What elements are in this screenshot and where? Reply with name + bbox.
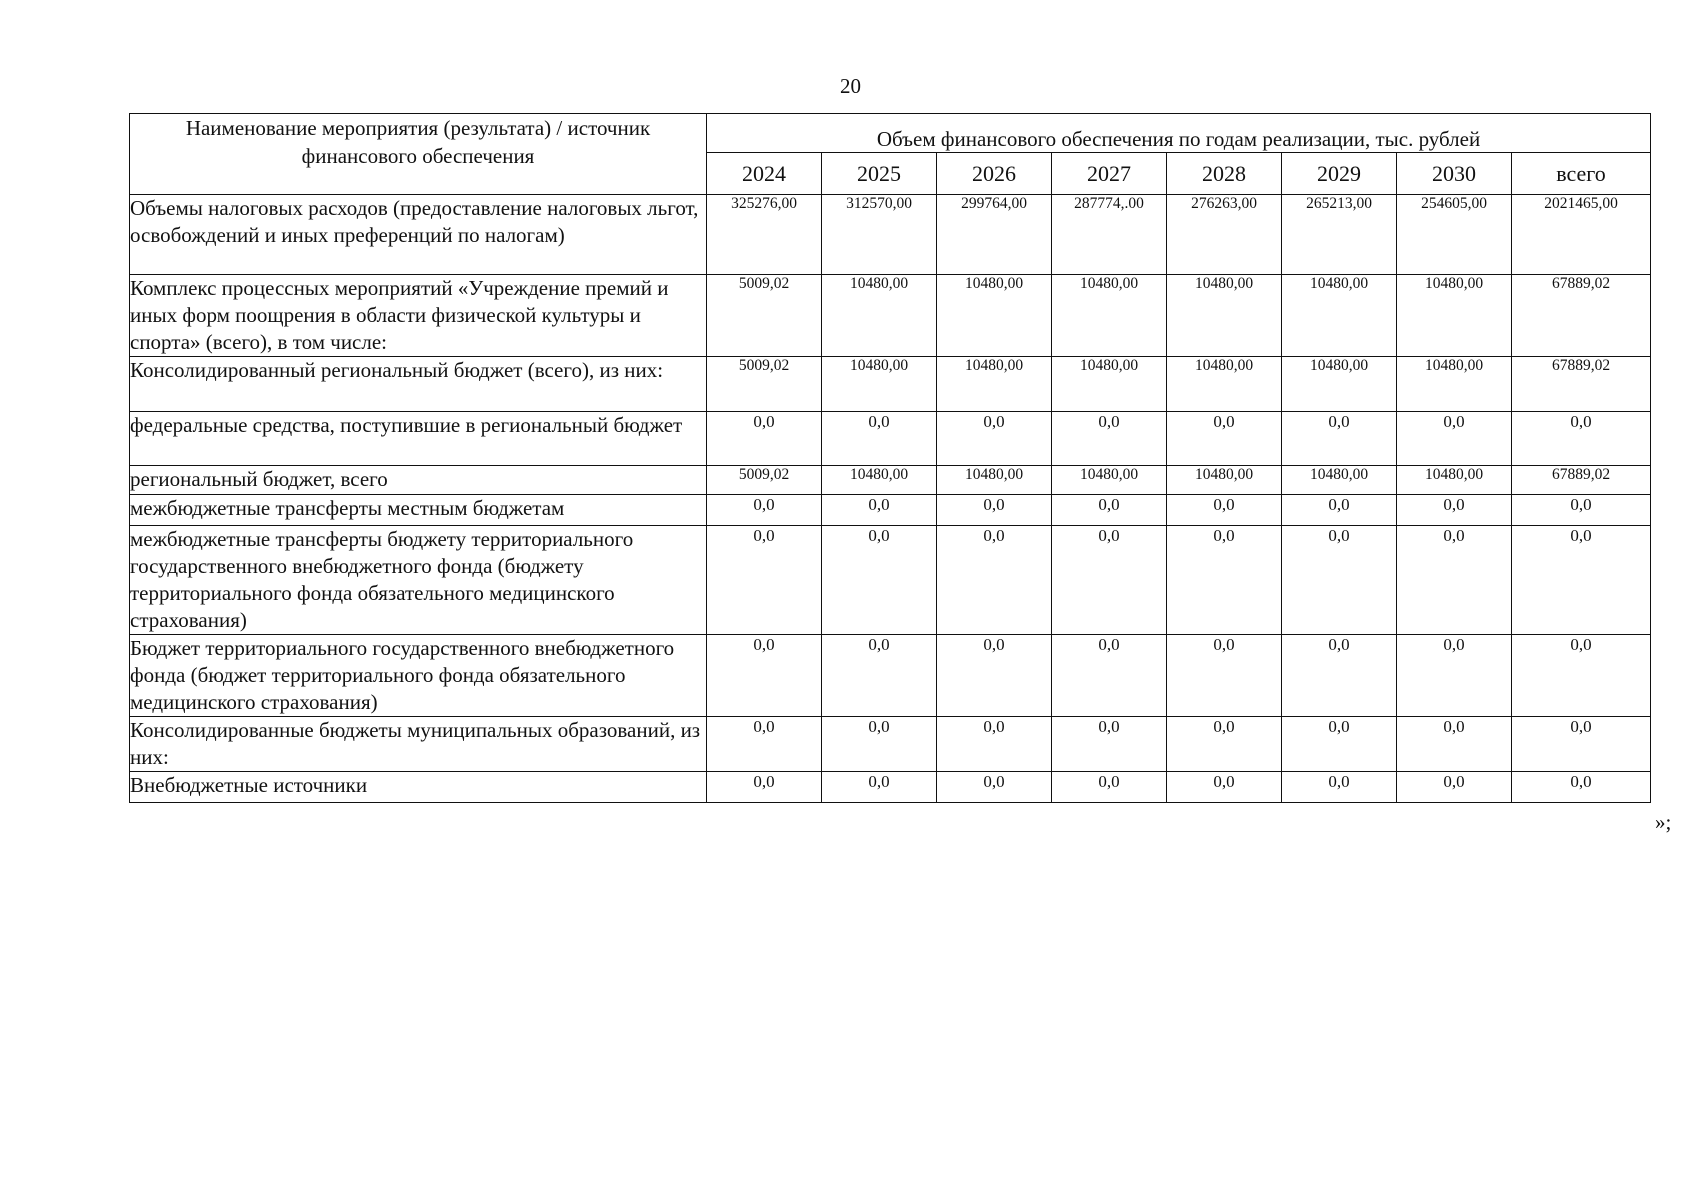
year-value-cell: 325276,00 xyxy=(707,195,822,275)
year-value-cell: 0,0 xyxy=(1052,772,1167,803)
table-row xyxy=(130,717,1651,772)
year-value-cell: 0,0 xyxy=(707,412,822,466)
year-header: 2024 xyxy=(707,153,822,195)
year-value-cell: 10480,00 xyxy=(1052,357,1167,412)
year-value-cell: 5009,02 xyxy=(707,466,822,495)
table-row xyxy=(130,526,1651,635)
total-value-cell: 67889,02 xyxy=(1512,466,1651,495)
year-value-cell: 10480,00 xyxy=(1397,466,1512,495)
year-value-cell: 276263,00 xyxy=(1167,195,1282,275)
table-row xyxy=(130,635,1651,717)
year-value-cell: 0,0 xyxy=(937,717,1052,772)
year-value-cell: 10480,00 xyxy=(822,275,937,357)
year-value-cell: 10480,00 xyxy=(1052,275,1167,357)
table-row xyxy=(130,772,1651,803)
table-row xyxy=(130,357,1651,412)
table-row xyxy=(130,466,1651,495)
year-header: 2030 xyxy=(1397,153,1512,195)
year-header: 2025 xyxy=(822,153,937,195)
year-value-cell: 0,0 xyxy=(1397,717,1512,772)
year-value-cell: 0,0 xyxy=(1167,635,1282,717)
closing-quote-mark: »; xyxy=(1655,810,1672,834)
year-value-cell: 0,0 xyxy=(937,772,1052,803)
year-value-cell: 10480,00 xyxy=(1052,466,1167,495)
row-name-cell: Бюджет территориального государственного внебюджетного фонда (бюджет территориального фонда обязательного медицинского страхования) xyxy=(130,635,707,717)
year-value-cell: 0,0 xyxy=(822,772,937,803)
year-value-cell: 10480,00 xyxy=(937,357,1052,412)
year-value-cell: 0,0 xyxy=(1282,717,1397,772)
total-value-cell: 0,0 xyxy=(1512,412,1651,466)
year-value-cell: 0,0 xyxy=(1397,526,1512,635)
financing-group-header: Объем финансового обеспечения по годам реализации, тыс. рублей xyxy=(707,114,1651,153)
year-value-cell: 5009,02 xyxy=(707,357,822,412)
year-header: 2028 xyxy=(1167,153,1282,195)
row-name-cell: межбюджетные трансферты местным бюджетам xyxy=(130,495,707,526)
year-value-cell: 299764,00 xyxy=(937,195,1052,275)
year-header: 2027 xyxy=(1052,153,1167,195)
year-value-cell: 312570,00 xyxy=(822,195,937,275)
row-name-cell: региональный бюджет, всего xyxy=(130,466,707,495)
year-value-cell: 0,0 xyxy=(1167,526,1282,635)
year-header: 2026 xyxy=(937,153,1052,195)
row-name-cell: Комплекс процессных мероприятий «Учреждение премий и иных форм поощрения в области физической культуры и спорта» (всего), в том числе: xyxy=(130,275,707,357)
year-value-cell: 0,0 xyxy=(822,495,937,526)
row-name-cell: Консолидированный региональный бюджет (всего), из них: xyxy=(130,357,707,412)
year-value-cell: 0,0 xyxy=(937,635,1052,717)
year-value-cell: 10480,00 xyxy=(1282,466,1397,495)
year-value-cell: 0,0 xyxy=(822,717,937,772)
year-value-cell: 0,0 xyxy=(1167,772,1282,803)
year-value-cell: 0,0 xyxy=(1282,412,1397,466)
year-value-cell: 10480,00 xyxy=(822,466,937,495)
year-value-cell: 10480,00 xyxy=(822,357,937,412)
year-value-cell: 0,0 xyxy=(1282,772,1397,803)
year-value-cell: 5009,02 xyxy=(707,275,822,357)
year-value-cell: 287774,.00 xyxy=(1052,195,1167,275)
year-value-cell: 10480,00 xyxy=(1167,275,1282,357)
total-value-cell: 0,0 xyxy=(1512,635,1651,717)
year-value-cell: 0,0 xyxy=(1167,495,1282,526)
total-value-cell: 0,0 xyxy=(1512,526,1651,635)
year-value-cell: 0,0 xyxy=(937,495,1052,526)
year-value-cell: 10480,00 xyxy=(937,466,1052,495)
year-value-cell: 0,0 xyxy=(822,635,937,717)
year-header: 2029 xyxy=(1282,153,1397,195)
year-value-cell: 265213,00 xyxy=(1282,195,1397,275)
total-value-cell: 2021465,00 xyxy=(1512,195,1651,275)
total-value-cell: 0,0 xyxy=(1512,717,1651,772)
year-value-cell: 10480,00 xyxy=(1282,275,1397,357)
year-value-cell: 254605,00 xyxy=(1397,195,1512,275)
page-number: 20 xyxy=(840,74,861,98)
year-value-cell: 0,0 xyxy=(1167,412,1282,466)
year-value-cell: 0,0 xyxy=(707,717,822,772)
year-value-cell: 0,0 xyxy=(822,412,937,466)
row-name-cell: Объемы налоговых расходов (предоставление налоговых льгот, освобождений и иных преференций по налогам) xyxy=(130,195,707,275)
year-value-cell: 0,0 xyxy=(707,635,822,717)
year-value-cell: 0,0 xyxy=(1052,526,1167,635)
year-value-cell: 0,0 xyxy=(1052,495,1167,526)
year-value-cell: 10480,00 xyxy=(1167,466,1282,495)
financing-table xyxy=(129,113,1651,803)
year-value-cell: 0,0 xyxy=(937,526,1052,635)
year-value-cell: 0,0 xyxy=(1397,772,1512,803)
year-value-cell: 0,0 xyxy=(1282,526,1397,635)
total-value-cell: 67889,02 xyxy=(1512,357,1651,412)
year-value-cell: 0,0 xyxy=(1397,495,1512,526)
total-value-cell: 0,0 xyxy=(1512,495,1651,526)
row-name-cell: Внебюджетные источники xyxy=(130,772,707,803)
table-row xyxy=(130,275,1651,357)
year-value-cell: 0,0 xyxy=(707,526,822,635)
year-value-cell: 10480,00 xyxy=(1167,357,1282,412)
year-value-cell: 0,0 xyxy=(1052,635,1167,717)
name-column-header: Наименование мероприятия (результата) / источник финансового обеспечения xyxy=(130,114,707,195)
year-value-cell: 10480,00 xyxy=(1397,357,1512,412)
table-row xyxy=(130,412,1651,466)
year-value-cell: 10480,00 xyxy=(1397,275,1512,357)
total-value-cell: 67889,02 xyxy=(1512,275,1651,357)
year-value-cell: 10480,00 xyxy=(1282,357,1397,412)
header-row-group xyxy=(130,114,1651,153)
year-value-cell: 0,0 xyxy=(1282,495,1397,526)
row-name-cell: федеральные средства, поступившие в региональный бюджет xyxy=(130,412,707,466)
year-value-cell: 0,0 xyxy=(1167,717,1282,772)
table-row xyxy=(130,195,1651,275)
table-row xyxy=(130,495,1651,526)
year-value-cell: 0,0 xyxy=(1052,412,1167,466)
total-header: всего xyxy=(1512,153,1651,195)
year-value-cell: 0,0 xyxy=(707,495,822,526)
year-value-cell: 0,0 xyxy=(1397,635,1512,717)
row-name-cell: Консолидированные бюджеты муниципальных образований, из них: xyxy=(130,717,707,772)
year-value-cell: 0,0 xyxy=(1282,635,1397,717)
year-value-cell: 0,0 xyxy=(707,772,822,803)
year-value-cell: 0,0 xyxy=(1052,717,1167,772)
year-value-cell: 0,0 xyxy=(822,526,937,635)
row-name-cell: межбюджетные трансферты бюджету территориального государственного внебюджетного фонда (бюджету территориального фонда обязательного медицинского страхования) xyxy=(130,526,707,635)
year-value-cell: 0,0 xyxy=(937,412,1052,466)
total-value-cell: 0,0 xyxy=(1512,772,1651,803)
year-value-cell: 0,0 xyxy=(1397,412,1512,466)
year-value-cell: 10480,00 xyxy=(937,275,1052,357)
